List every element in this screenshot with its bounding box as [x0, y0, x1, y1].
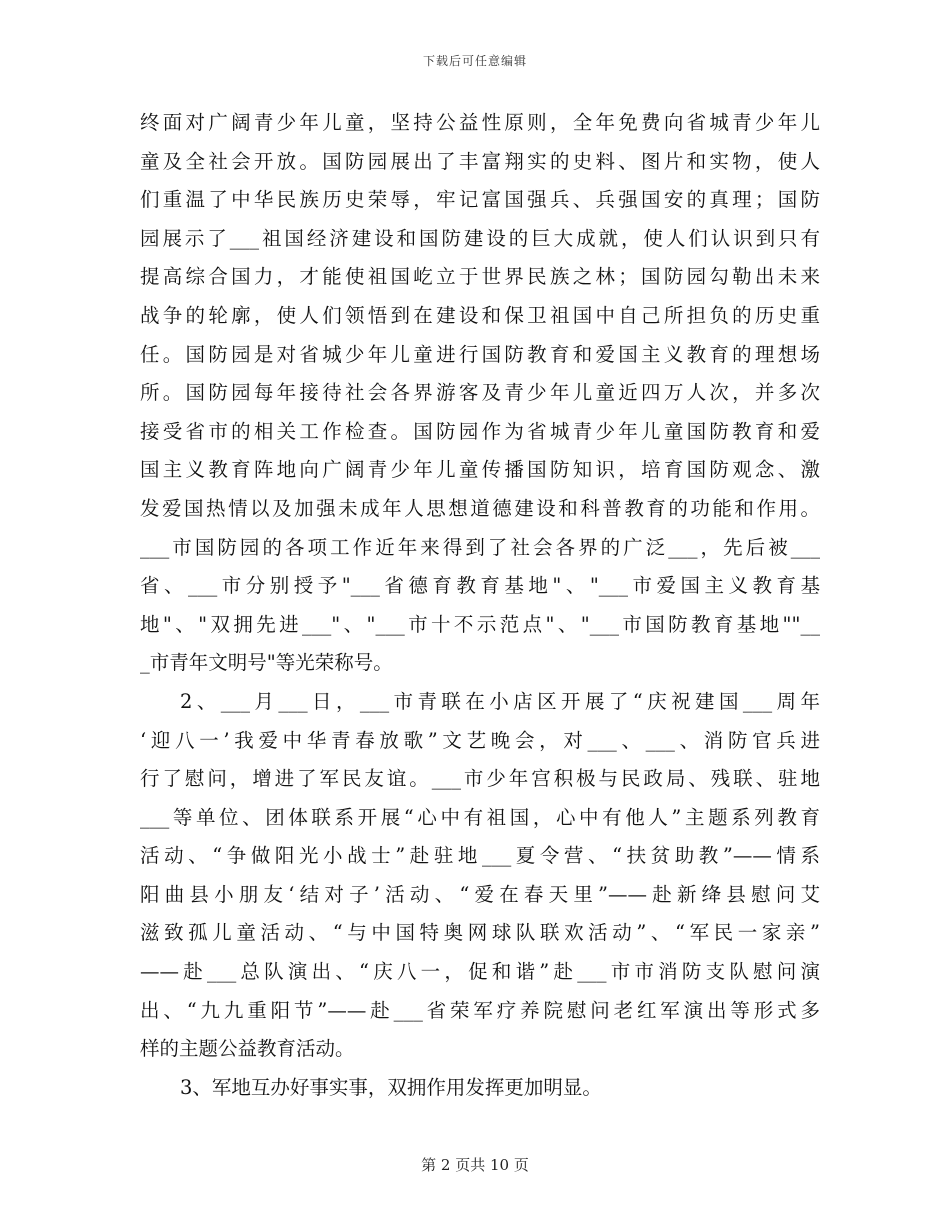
- text-line: ‘迎八一’我爱中华青春放歌”文艺晚会，对___、___、消防官兵进: [140, 728, 820, 752]
- text-line: 阳曲县小朋友‘结对子’活动、“爱在春天里”——赴新绛县慰问艾: [140, 882, 820, 906]
- page-header: 下载后可任意编辑: [422, 54, 527, 68]
- text-line: ___市国防园的各项工作近年来得到了社会各界的广泛___，先后被___: [140, 535, 820, 559]
- text-line: 接受省市的相关工作检查。国防园作为省城青少年儿童国防教育和爱: [140, 419, 820, 443]
- page-number: 第 2 页共 10 页: [421, 1156, 529, 1174]
- paragraph-2: [140, 683, 820, 1069]
- text-line: 战争的轮廓，使人们领悟到在建设和保卫祖国中自己所担负的历史重: [140, 303, 820, 327]
- text-line: 行了慰问，增进了军民友谊。___市少年宫积极与民政局、残联、驻地: [140, 767, 820, 791]
- text-line: 3、军地互办好事实事，双拥作用发挥更加明显。: [180, 1075, 602, 1099]
- text-line: 们重温了中华民族历史荣辱，牢记富国强兵、兵强国安的真理；国防: [140, 188, 820, 212]
- text-line: _市青年文明号"等光荣称号。: [140, 651, 393, 675]
- text-line: 童及全社会开放。国防园展出了丰富翔实的史料、图片和实物，使人: [140, 149, 820, 173]
- text-line: 任。国防园是对省城少年儿童进行国防教育和爱国主义教育的理想场: [140, 342, 820, 366]
- text-line: 地"、"双拥先进___"、"___市十不示范点"、"___市国防教育基地""__: [140, 612, 820, 636]
- paragraph-3: [140, 1069, 820, 1108]
- text-line: 提高综合国力，才能使祖国屹立于世界民族之林；国防园勾勒出未来: [140, 265, 820, 289]
- text-line: 国主义教育阵地向广阔青少年儿童传播国防知识，培育国防观念、激: [140, 458, 820, 482]
- text-line: 省、___市分别授予"___省德育教育基地"、"___市爱国主义教育基: [140, 574, 820, 598]
- text-line: 出、“九九重阳节”——赴___省荣军疗养院慰问老红军演出等形式多: [140, 998, 820, 1022]
- text-line: 发爱国热情以及加强未成年人思想道德建设和科普教育的功能和作用。: [140, 496, 820, 520]
- text-line: 所。国防园每年接待社会各界游客及青少年儿童近四万人次，并多次: [140, 381, 820, 405]
- text-line: ——赴___总队演出、“庆八一，促和谐”赴___市市消防支队慰问演: [140, 960, 820, 984]
- text-line: 终面对广阔青少年儿童，坚持公益性原则，全年免费向省城青少年儿: [140, 111, 820, 134]
- text-line: 样的主题公益教育活动。: [140, 1037, 355, 1061]
- text-line: 滋致孤儿童活动、“与中国特奥网球队联欢活动”、“军民一家亲”: [140, 921, 820, 945]
- paragraph-1: [140, 104, 820, 683]
- text-line: ___等单位、团体联系开展“心中有祖国，心中有他人”主题系列教育: [140, 805, 820, 829]
- text-line: 2、___月___日，___市青联在小店区开展了“庆祝建国___周年: [180, 689, 820, 713]
- text-line: 园展示了___祖国经济建设和国防建设的巨大成就，使人们认识到只有: [140, 226, 820, 250]
- document-body: [140, 104, 820, 1107]
- text-line: 活动、“争做阳光小战士”赴驻地___夏令营、“扶贫助教”——情系: [140, 844, 820, 868]
